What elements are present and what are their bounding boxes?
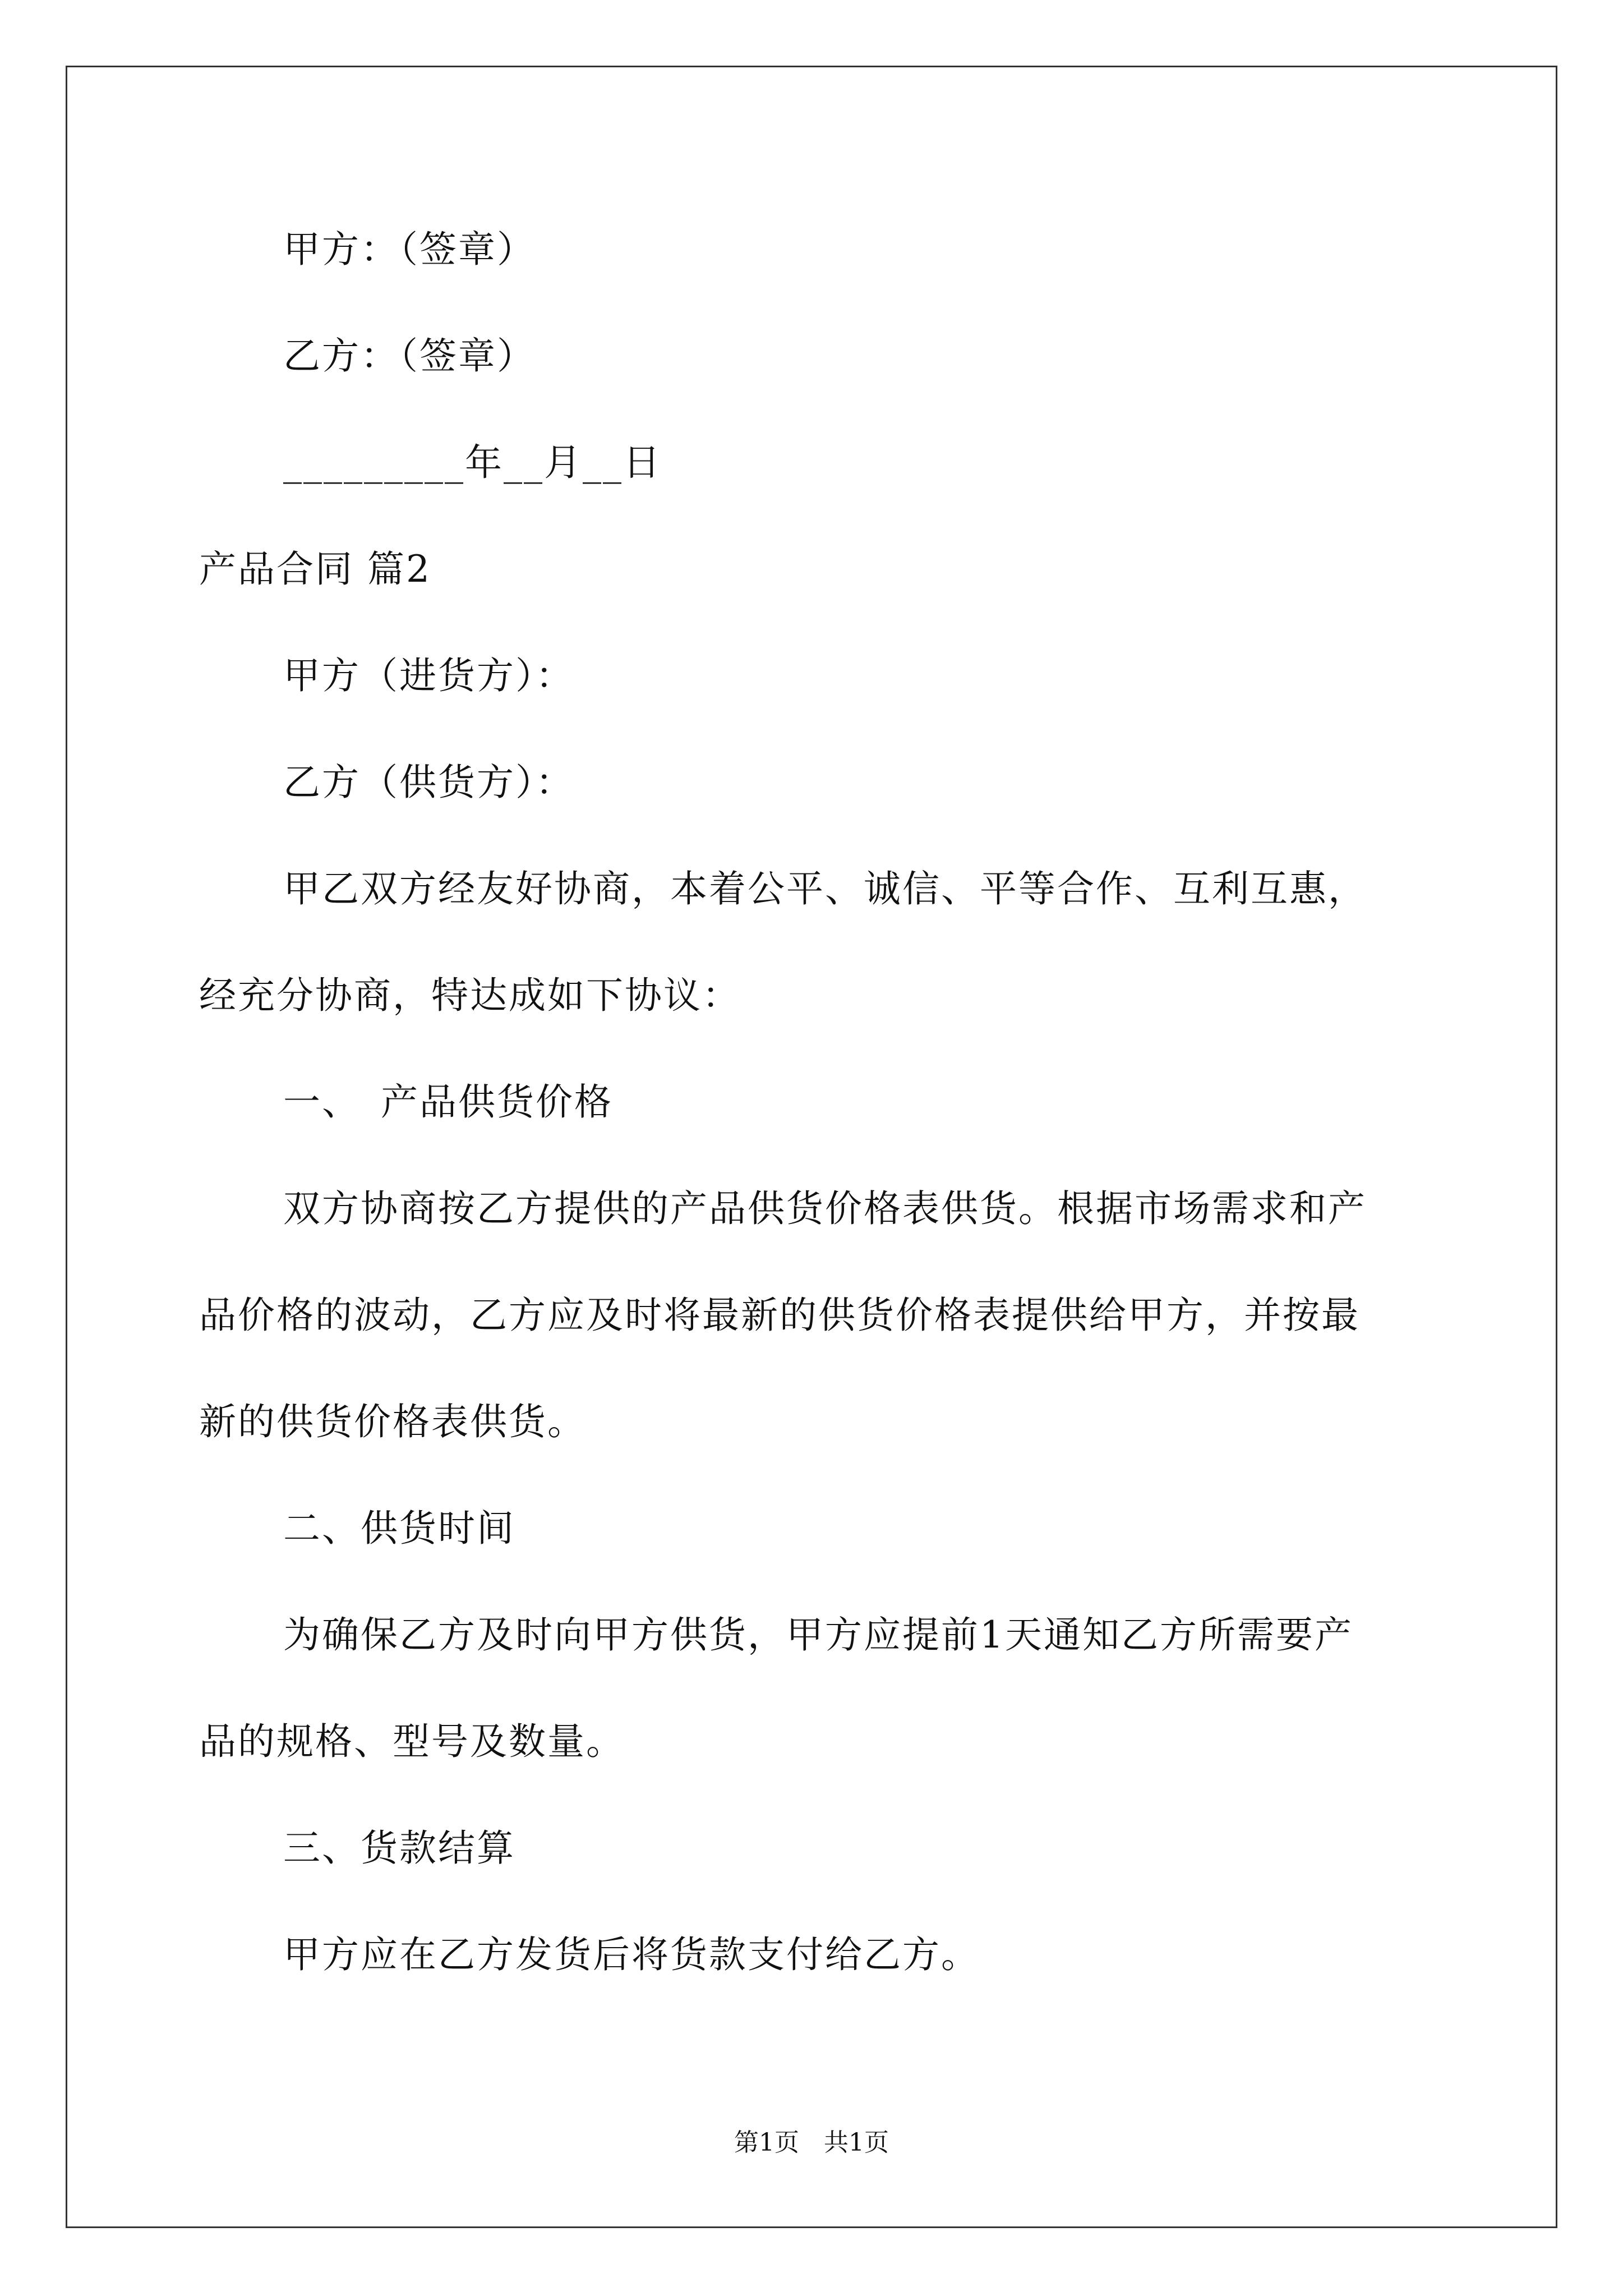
intro-line-2: 经充分协商，特达成如下协议： <box>199 974 741 1017</box>
party-buyer: 甲方（进货方）： <box>283 654 574 697</box>
clause-1-line-3: 新的供货价格表供货。 <box>199 1400 586 1443</box>
clause-1-heading: 一、 产品供货价格 <box>283 1080 613 1124</box>
clause-2-line-2: 品的规格、型号及数量。 <box>199 1720 625 1763</box>
clause-1-line-1: 双方协商按乙方提供的产品供货价格表供货。根据市场需求和产 <box>283 1187 1367 1230</box>
clause-2-heading: 二、供货时间 <box>283 1507 515 1550</box>
clause-2-line-1: 为确保乙方及时向甲方供货，甲方应提前1天通知乙方所需要产 <box>283 1613 1353 1657</box>
clause-3-heading: 三、货款结算 <box>283 1826 515 1870</box>
clause-3-line-1: 甲方应在乙方发货后将货款支付给乙方。 <box>283 1933 980 1976</box>
page-border <box>66 66 1557 2228</box>
signature-party-b: 乙方：（签章） <box>283 334 536 378</box>
party-supplier: 乙方（供货方）： <box>283 761 574 804</box>
clause-1-line-2: 品价格的波动，乙方应及时将最新的供货价格表提供给甲方，并按最 <box>199 1294 1360 1337</box>
page-footer: 第1页 共1页 <box>734 2128 889 2157</box>
signature-party-a: 甲方：（签章） <box>283 228 536 271</box>
signature-date: _________年__月__日 <box>283 441 662 484</box>
section-title: 产品合同 篇2 <box>199 547 431 591</box>
intro-line-1: 甲乙双方经友好协商，本着公平、诚信、平等合作、互利互惠， <box>283 867 1367 910</box>
